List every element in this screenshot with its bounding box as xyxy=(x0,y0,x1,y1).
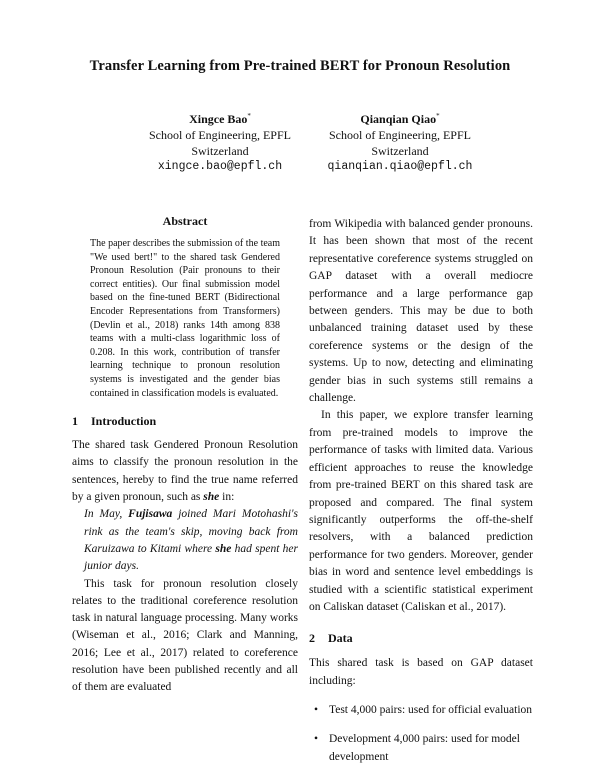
author-name: Qianqian Qiao xyxy=(360,112,437,126)
list-item-text: Test 4,000 pairs: used for official evaluation xyxy=(329,704,533,717)
data-intro-text: This shared task is based on GAP dataset including: xyxy=(309,657,533,687)
author-name: Xingce Bao xyxy=(189,112,248,126)
list-item-text: Development 4,000 pairs: used for model development xyxy=(329,733,520,763)
right-column xyxy=(309,216,533,778)
author-mark: * xyxy=(247,112,251,120)
section-title: Introduction xyxy=(91,414,157,429)
author-name-line xyxy=(290,108,510,127)
text-run: had spent her junior days. xyxy=(84,542,299,573)
intro-paragraph-1 xyxy=(72,437,298,506)
author-email[interactable]: xingce.bao@epfl.ch xyxy=(157,160,283,173)
section-heading-data xyxy=(309,631,533,646)
text-run: The shared task Gendered Pronoun Resolution aims to classify the pronoun resolution in the sentences, hereby to find the true name referred by a given pronoun, such as xyxy=(72,439,298,504)
section-heading-introduction xyxy=(72,414,298,429)
text-run: In May, xyxy=(84,508,129,521)
author-affiliation: School of Engineering, EPFL xyxy=(149,128,291,142)
bullet-icon: • xyxy=(314,733,319,746)
intro-example-sentence xyxy=(84,506,298,575)
author-block-2 xyxy=(290,108,510,175)
abstract-heading: Abstract xyxy=(162,214,208,228)
paper-title: Transfer Learning from Pre-trained BERT for Pronoun Resolution xyxy=(89,58,511,74)
text-run: joined Mari Motohashi's rink as the team's skip, moving back from Karuizawa to Kitami where xyxy=(84,508,298,555)
author-email[interactable]: qianqian.qiao@epfl.ch xyxy=(327,160,473,173)
intro-paragraph-2: This task for pronoun resolution closely relates to the traditional coreference resolution task in natural language processing. Many works (Wiseman et al., 2016; Clark and Manning, 2016; Lee et al., 2017) related to coreference resolution have been published recently and all of them are evaluated xyxy=(72,577,298,694)
bullet-icon: • xyxy=(314,704,319,717)
section-title: Data xyxy=(328,631,353,646)
abstract-text: The paper describes the submission of the team "We used bert!" to the shared task Gendered Pronoun Resolution (Pair pronouns to their correct entities). Our final submission model based on the fine-tuned BERT (Bidirectional Encoder Representations from Transformers) (Devlin et al., 2018) ranks 14th among 838 teams with a multi-class logarithmic loss of 0.208. In this work, contribution of transfer learning technique to pronoun resolution systems is investigated and the gender bias contained in classification models is evaluated. xyxy=(90,238,280,399)
author-country: Switzerland xyxy=(371,144,429,158)
author-mark: * xyxy=(436,112,440,120)
list-item xyxy=(309,731,533,766)
section-number: 1 xyxy=(72,414,78,429)
author-country: Switzerland xyxy=(191,144,249,158)
left-column xyxy=(72,214,298,697)
emphasis-she: she xyxy=(203,491,220,504)
example-entity-name: Fujisawa xyxy=(128,508,173,521)
data-bullet-list xyxy=(309,702,533,766)
text-run: in: xyxy=(219,491,235,504)
list-item xyxy=(309,702,533,719)
right-paragraph-1: from Wikipedia with balanced gender pronouns. It has been shown that most of the recent representative coreference systems struggled on GAP dataset with a overall mediocre performance and a large performance gap between genders. This may be due to both unbalanced training dataset used by these coreference systems or the design of the systems. Up to now, detecting and eliminating gender bias in such systems still remains a challenge. xyxy=(309,218,533,405)
example-pronoun: she xyxy=(215,542,232,555)
author-affiliation: School of Engineering, EPFL xyxy=(329,128,471,142)
right-paragraph-2: In this paper, we explore transfer learning from pre-trained models to improve the performance of tasks with limited data. Various efficient approaches to reuse the knowledge from pre-trained BERT on this shared task are proposed and compared. The final system significantly outperforms the off-the-shelf resolvers, with a balanced prediction performance for two genders. Moreover, gender bias in word and sentence level embeddings is studied with a scientific statistical experiment on Caliskan dataset (Caliskan et al., 2017). xyxy=(309,409,533,613)
section-number: 2 xyxy=(309,631,315,646)
